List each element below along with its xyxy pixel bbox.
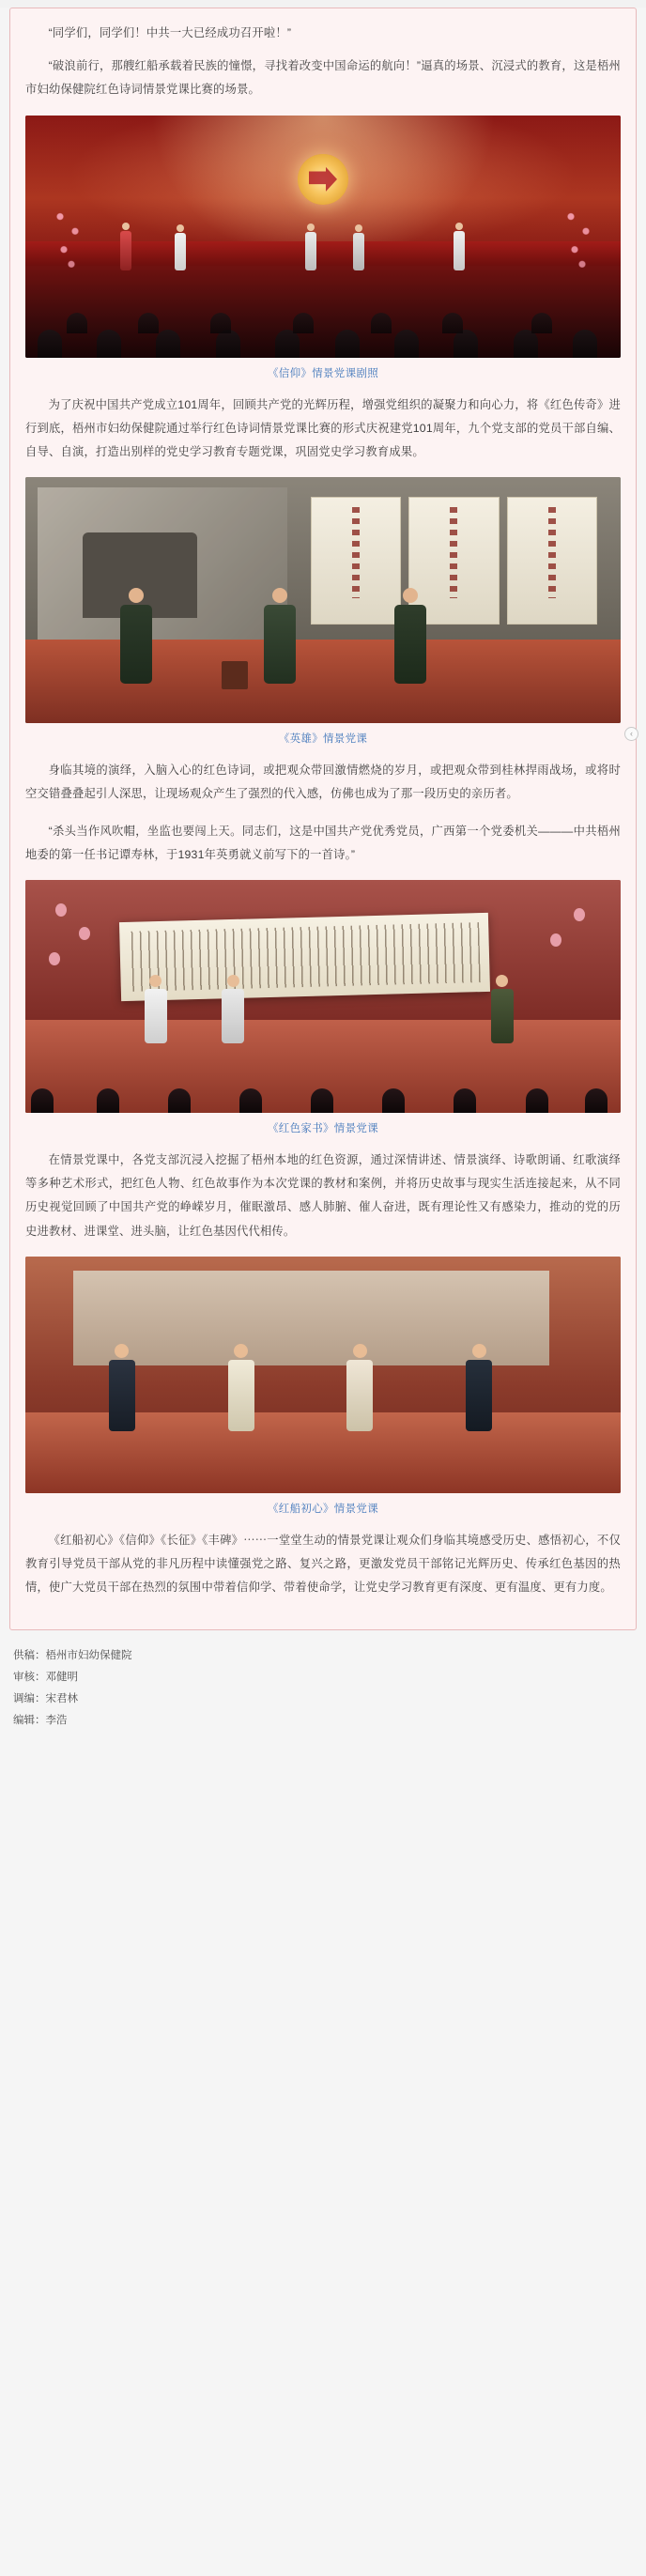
figure-2 bbox=[25, 477, 621, 746]
article-card bbox=[9, 8, 637, 1630]
figure-caption: 《红船初心》情景党课 bbox=[268, 1503, 378, 1515]
performer-soldier bbox=[394, 588, 426, 684]
figure-caption: 《红色家书》情景党课 bbox=[268, 1123, 378, 1135]
figure-3 bbox=[25, 880, 621, 1135]
photo-red-letters-performance bbox=[25, 880, 621, 1113]
figure-caption: 《英雄》情景党课 bbox=[278, 733, 368, 746]
party-emblem-icon bbox=[298, 154, 348, 205]
credit-line: 调编：宋君林 bbox=[13, 1693, 78, 1705]
calligraphy-scrolls bbox=[311, 497, 596, 625]
audience-area bbox=[25, 1057, 621, 1114]
paragraph: “杀头当作风吹帽，坐监也要闯上天。同志们，这是中国共产党优秀党员，广西第一个党委机关———中共梧州地委的第一任书记谭寿林，于1931年英勇就义前写下的一首诗。” bbox=[25, 824, 621, 861]
audience-area bbox=[25, 270, 621, 358]
photo-stage-performance bbox=[25, 116, 621, 358]
credit-line: 供稿：梧州市妇幼保健院 bbox=[13, 1650, 132, 1662]
paragraph: 在情景党课中，各党支部沉浸入挖掘了梧州本地的红色资源，通过深情讲述、情景演绎、诗歌朗诵、红歌演绎等多种艺术形式，把红色人物、红色故事作为本次党课的教材和案例，并将历史故事与现实生活连接起来，从不同历史视觉回顾了中国共产党的峥嵘岁月，催眠激昂、感人肺腑、催人奋进，既有理论性又有感染力，推动的党的历史进教材、进课堂、进头脑，让红色基因代代相传。 bbox=[25, 1153, 621, 1238]
figure-1 bbox=[25, 116, 621, 380]
paragraph: 《红船初心》《信仰》《长征》《丰碑》⋯⋯一堂堂生动的情景党课让观众们身临其境感受历史、感悟初心，不仅教育引导党员干部从党的非凡历程中读懂强党之路、复兴之路，更激发党员干部铭记光辉历史、传承红色基因的热情，使广大党员干部在热烈的氛围中带着信仰学、带着使命学，让党史学习教育更有深度、更有温度、更有力度。 bbox=[25, 1533, 621, 1595]
performer bbox=[353, 233, 364, 270]
performer bbox=[346, 1344, 373, 1431]
paragraph: 为了庆祝中国共产党成立101周年，回顾共产党的光辉历程，增强党组织的凝聚力和向心力，将《红色传奇》进行到底，梧州市妇幼保健院通过举行红色诗词情景党课比赛的形式庆祝建党101周年，九个党支部的党员干部自编、自导、自演，打造出别样的党史学习教育专题党课，巩固党史学习教育成果。 bbox=[25, 397, 621, 459]
stage-floor bbox=[25, 640, 621, 723]
stage-chair bbox=[222, 661, 248, 689]
performer bbox=[305, 232, 316, 270]
paragraph: “同学们，同学们！中共一大已经成功召开啦！” bbox=[48, 26, 292, 39]
performer bbox=[145, 975, 167, 1043]
stage-banner bbox=[25, 241, 621, 266]
photo-heroes-performance bbox=[25, 477, 621, 723]
paragraph: 身临其境的演绎，入脑入心的红色诗词，或把观众带回激情燃烧的岁月，或把观众带到桂林捍雨战场，或将时空交错叠叠起引人深思，让现场观众产生了强烈的代入感，仿佛也成为了那一段历史的亲历者。 bbox=[25, 764, 621, 801]
performer bbox=[222, 975, 244, 1043]
performer-civilian bbox=[264, 588, 296, 684]
performer bbox=[175, 233, 186, 270]
decoration-blossom-left bbox=[49, 202, 86, 275]
credit-line: 审核：邓健明 bbox=[13, 1672, 78, 1684]
performer-soldier bbox=[491, 975, 514, 1043]
performer bbox=[109, 1344, 135, 1431]
photo-red-boat-performance bbox=[25, 1257, 621, 1493]
performer bbox=[454, 231, 465, 270]
red-letter-prop bbox=[119, 913, 490, 1002]
paragraph: “破浪前行，那艘红船承载着民族的憧憬，寻找着改变中国命运的航向！”逼真的场景、沉浸式的教育，这是梧州市妇幼保健院红色诗词情景党课比赛的场景。 bbox=[25, 59, 621, 97]
historic-photo-projection bbox=[38, 487, 287, 640]
performer-soldier bbox=[120, 588, 152, 684]
performer bbox=[466, 1344, 492, 1431]
decoration-blossom-right bbox=[560, 202, 597, 275]
footer-credits bbox=[13, 1645, 633, 1732]
article-page bbox=[0, 8, 646, 2576]
scroll-marker-icon[interactable]: ‹ bbox=[624, 727, 638, 741]
credit-line: 编辑：李浩 bbox=[13, 1715, 68, 1727]
figure-caption: 《信仰》情景党课剧照 bbox=[268, 367, 378, 379]
performer bbox=[120, 231, 131, 270]
performer bbox=[228, 1344, 254, 1431]
figure-4 bbox=[25, 1257, 621, 1516]
